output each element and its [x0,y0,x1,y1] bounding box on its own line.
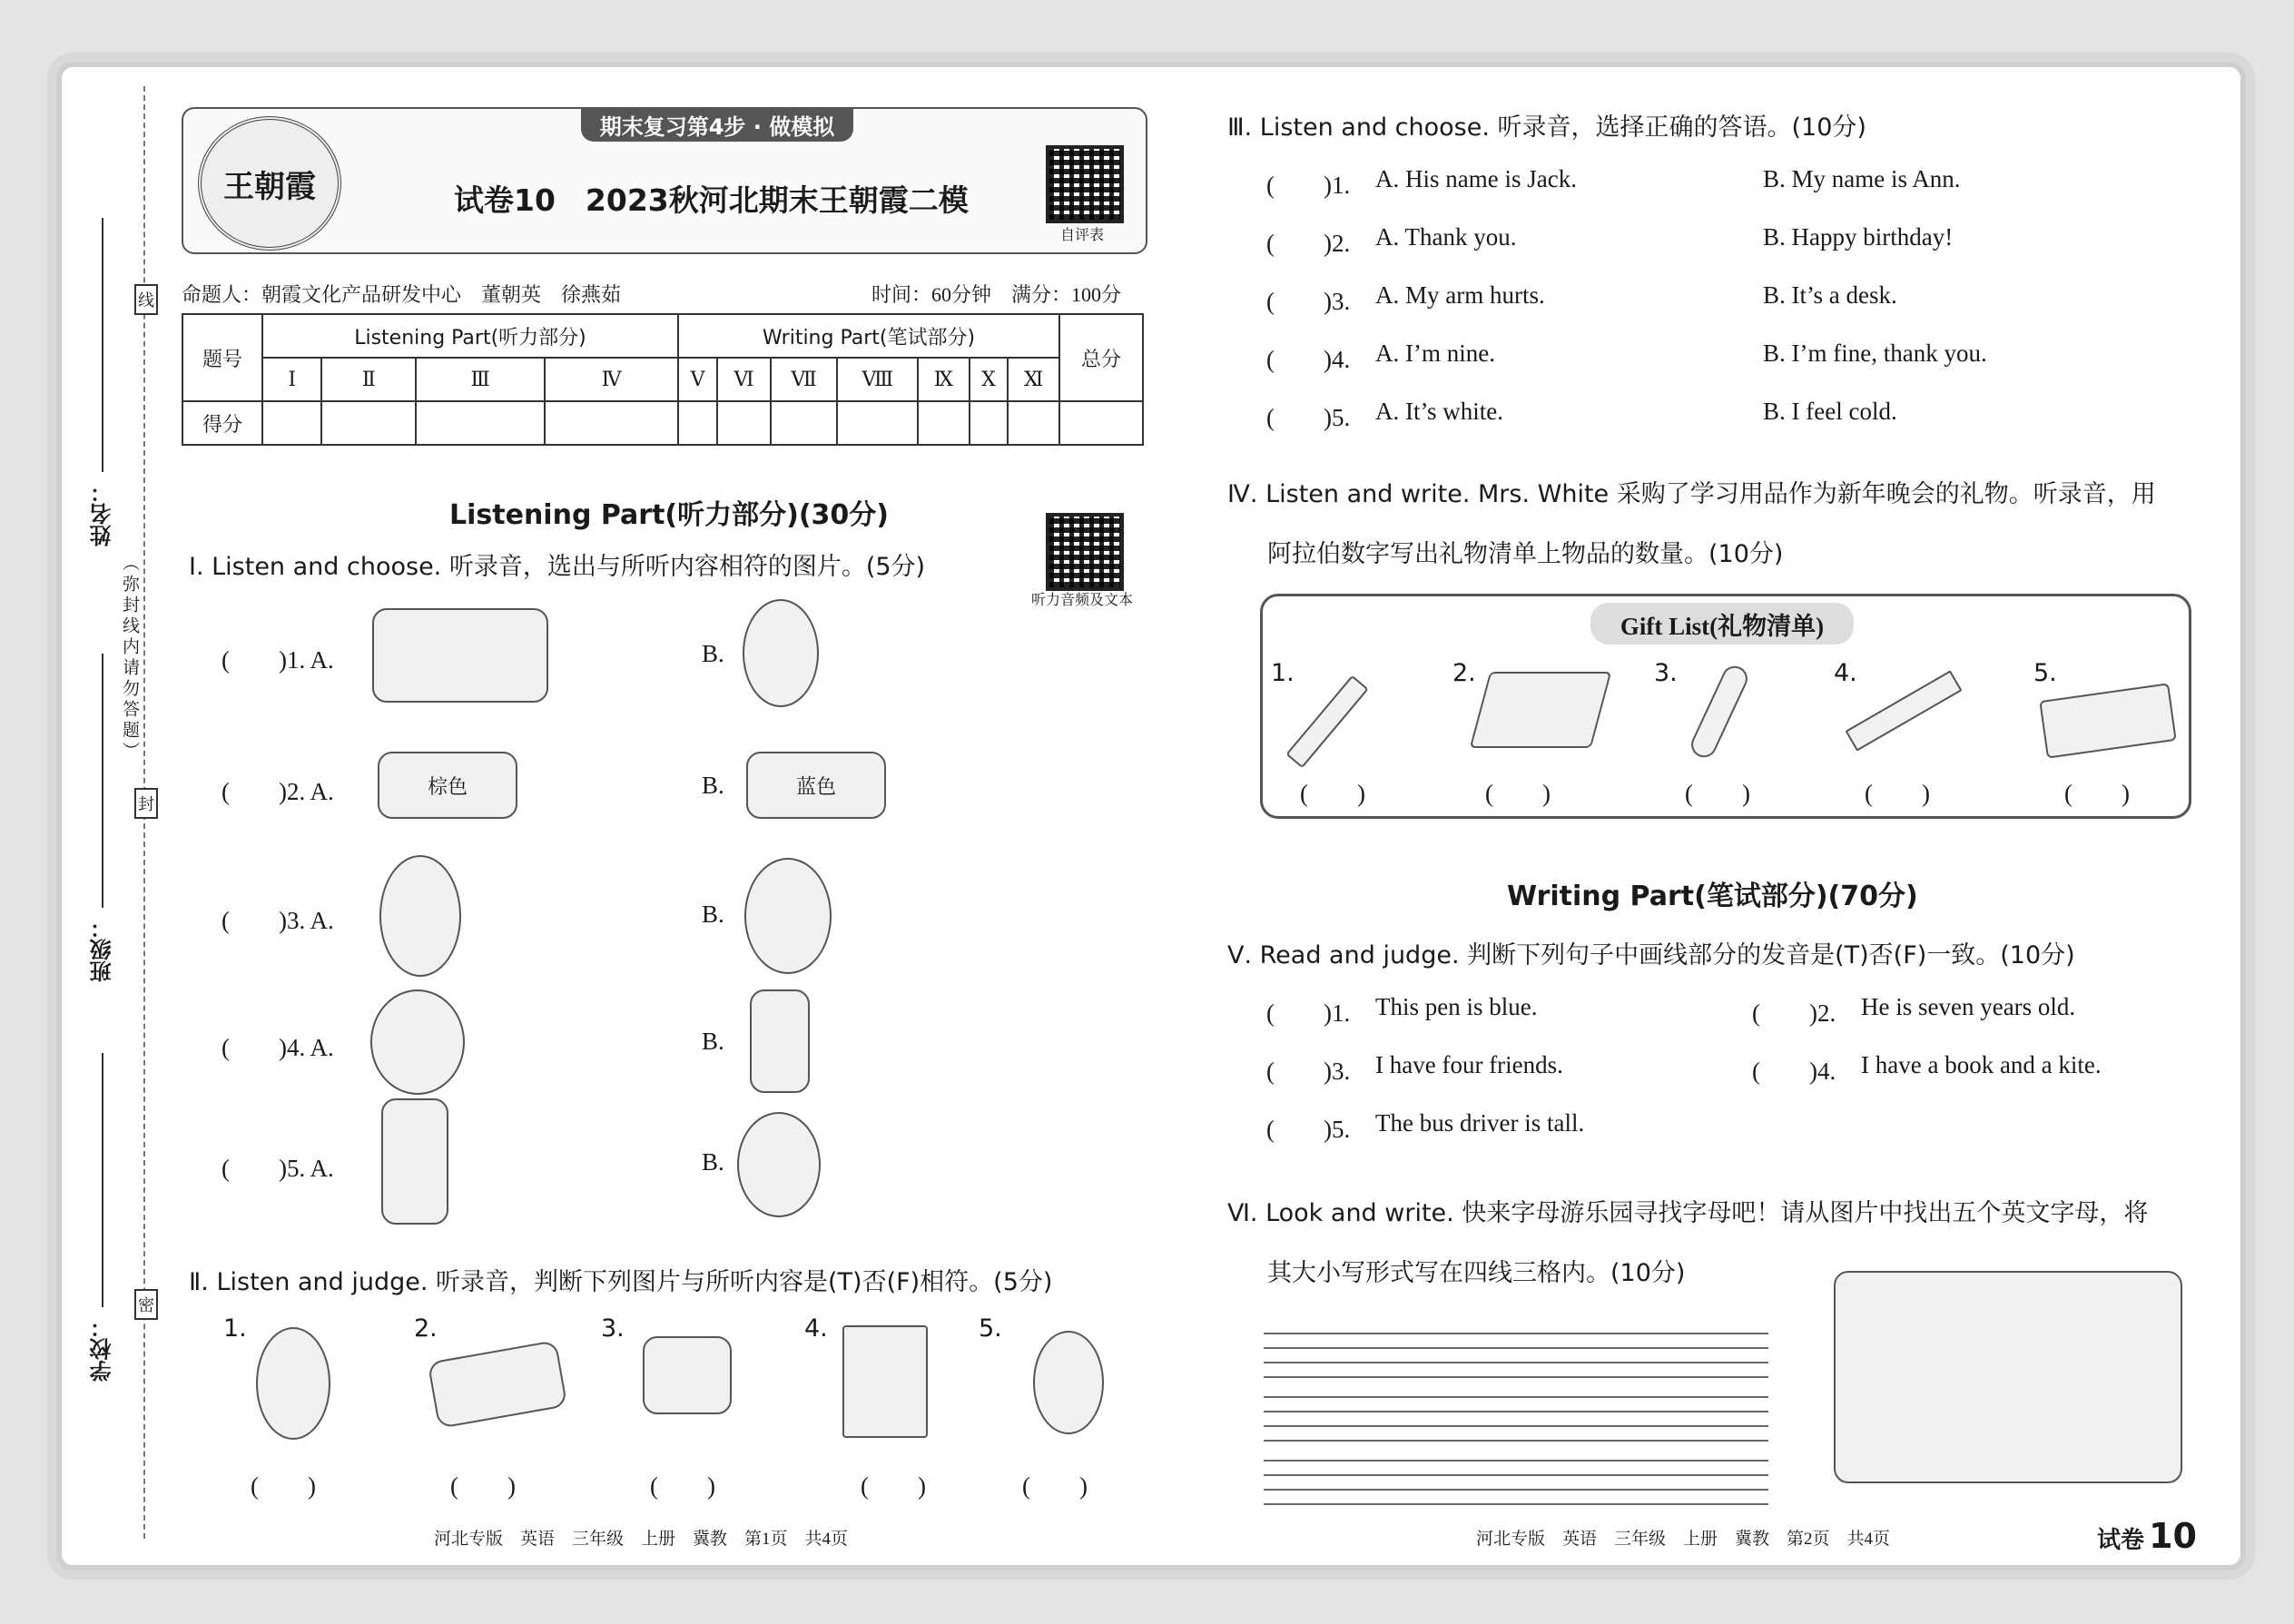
s2-item-3-number: 3. [601,1314,625,1343]
self-eval-qr-caption: 自评表 [1059,226,1104,243]
gift-item-3-paren[interactable]: ( ) [1685,780,1750,807]
s3-q3-option-a: A. My arm hurts. [1375,281,1545,309]
gift-item-3-number: 3. [1654,659,1678,687]
score-label: 得分 [182,401,262,445]
s1-q4-number[interactable]: ( )4. A. [222,1034,334,1061]
score-cell[interactable] [771,401,838,445]
s1-q5-option-b: B. [702,1148,724,1176]
score-table [182,313,1144,446]
score-table-writing: Writing Part(笔试部分) [678,314,1059,358]
s2-item-5-paren[interactable]: ( ) [1022,1472,1088,1500]
s2-item-4-paren[interactable]: ( ) [861,1472,926,1500]
score-cell[interactable] [545,401,678,445]
s2-item-4-number: 4. [804,1314,828,1343]
s3-q5-number[interactable]: ( )5. [1266,404,1351,431]
s2-item-2-paren[interactable]: ( ) [450,1472,516,1500]
door-picture [842,1325,928,1438]
time-line: 时间：60分钟 满分：100分 [871,283,1122,306]
gift-item-1-number: 1. [1271,659,1295,687]
numeral-2: Ⅱ [321,358,416,401]
footer-left: 河北专版 英语 三年级 上册 冀教 第1页 共4页 [434,1530,849,1549]
s2-item-5-number: 5. [979,1314,1002,1343]
numeral-5: Ⅴ [678,358,717,401]
gift-item-2-number: 2. [1452,659,1476,687]
listening-qr-caption: 听力音频及文本 [1030,591,1133,608]
score-cell[interactable] [262,401,321,445]
gift-item-4-number: 4. [1834,659,1857,687]
score-table-listening: Listening Part(听力部分) [262,314,678,358]
numeral-10: Ⅹ [970,358,1009,401]
score-cell[interactable] [321,401,416,445]
s5-q1-text: This pen is blue. [1375,993,1538,1020]
numeral-11: Ⅺ [1008,358,1059,401]
score-cell[interactable] [416,401,545,445]
ear-picture [1033,1331,1104,1434]
section-1-prompt: Ⅰ. Listen and choose. 听录音，选出与所听内容相符的图片。(5分) [189,553,926,581]
s5-q2-number[interactable]: ( )2. [1752,999,1836,1027]
crayons-picture [643,1336,732,1414]
exam-title: 试卷10 2023秋河北期末王朝霞二模 [454,182,969,218]
fan-girl-picture [372,608,548,703]
s3-q4-number[interactable]: ( )4. [1266,346,1351,373]
s5-q3-number[interactable]: ( )3. [1266,1058,1351,1085]
numeral-7: Ⅶ [771,358,838,401]
s5-q1-number[interactable]: ( )1. [1266,999,1351,1027]
score-cell[interactable] [837,401,918,445]
section-4-prompt-line-1: Ⅳ. Listen and write. Mrs. White 采购了学习用品作为新年晚会的礼物。听录音，用 [1227,480,2156,508]
numeral-1: Ⅰ [262,358,321,401]
gift-item-5-paren[interactable]: ( ) [2064,780,2130,807]
s3-q3-option-b: B. It’s a desk. [1763,281,1897,309]
gift-list-title: Gift List(礼物清单) [1590,603,1854,645]
s3-q1-option-a: A. His name is Jack. [1375,165,1577,192]
s3-q4-option-a: A. I’m nine. [1375,340,1495,367]
s2-item-2-number: 2. [414,1314,438,1343]
s3-q1-option-b: B. My name is Ann. [1763,165,1961,192]
paint-tube-brown: 棕色 [378,752,517,819]
grandpa-picture [381,1098,448,1225]
s1-q3-number[interactable]: ( )3. A. [222,907,334,934]
s1-q5-number[interactable]: ( )5. A. [222,1155,334,1182]
s2-item-1-number: 1. [223,1314,247,1343]
score-cell[interactable] [1008,401,1059,445]
footer-right: 河北专版 英语 三年级 上册 冀教 第2页 共4页 [1476,1530,1891,1549]
s5-q4-text: I have a book and a kite. [1861,1051,2102,1078]
s3-q4-option-b: B. I’m fine, thank you. [1763,340,1987,367]
header-banner: 期末复习第4步 · 做模拟 [581,107,853,142]
numeral-6: Ⅵ [717,358,770,401]
section-4-prompt-line-2: 阿拉伯数字写出礼物清单上物品的数量。(10分) [1267,540,1784,568]
score-cell[interactable] [918,401,969,445]
exam-badge-number: 10 [2149,1516,2197,1556]
s3-q2-option-a: A. Thank you. [1375,223,1517,251]
section-5-prompt: Ⅴ. Read and judge. 判断下列句子中画线部分的发音是(T)否(F)一致。(10分) [1227,941,2075,969]
self-eval-qr-code[interactable] [1046,145,1124,223]
gift-item-4-paren[interactable]: ( ) [1865,780,1930,807]
s1-q3-option-b: B. [702,901,724,928]
gift-item-5-number: 5. [2033,659,2057,687]
s3-q2-option-b: B. Happy birthday! [1763,223,1954,251]
name-underline[interactable] [102,218,103,472]
s1-q4-option-b: B. [702,1028,724,1055]
exam-badge [2097,1516,2197,1556]
exam-badge-label: 试卷 [2097,1527,2145,1554]
class-underline[interactable] [102,654,103,908]
s3-q5-option-b: B. I feel cold. [1763,398,1897,425]
section-6-prompt-line-1: Ⅵ. Look and write. 快来字母游乐园寻找字母吧！请从图片中找出五个英文字母，将 [1227,1199,2149,1227]
s1-q2-option-b: B. [702,772,724,799]
letter-amusement-park-picture [1834,1271,2182,1483]
gift-item-2-paren[interactable]: ( ) [1485,780,1551,807]
numeral-8: Ⅷ [837,358,918,401]
s2-item-1-paren[interactable]: ( ) [251,1472,316,1500]
score-cell[interactable] [970,401,1009,445]
s3-q3-number[interactable]: ( )3. [1266,288,1351,315]
paint-tube-blue: 蓝色 [746,752,886,819]
listening-heading: Listening Part(听力部分)(30分) [449,499,890,531]
score-table-row-label: 题号 [182,314,262,401]
class-label: 班级： [90,917,115,982]
boy-waving-picture [744,858,832,974]
score-cell[interactable] [717,401,770,445]
baby-picture [737,1112,821,1217]
score-cell[interactable] [678,401,717,445]
book-picture [1470,672,1612,748]
numeral-4: Ⅳ [545,358,678,401]
score-table-total: 总分 [1059,314,1143,401]
s5-q3-text: I have four friends. [1375,1051,1563,1078]
binding-note: （弥封线内请勿答题） [120,554,140,763]
section-2-prompt: Ⅱ. Listen and judge. 听录音，判断下列图片与所听内容是(T)否(F)相符。(5分) [189,1268,1053,1296]
binding-mark-3: 密 [134,1289,158,1320]
boy-drinking-picture [743,599,819,707]
s5-q4-number[interactable]: ( )4. [1752,1058,1836,1085]
section-6-prompt-line-2: 其大小写形式写在四线三格内。(10分) [1267,1259,1686,1287]
girl-waving-picture [379,855,461,977]
s1-q2-number[interactable]: ( )2. A. [222,778,334,805]
gift-item-1-paren[interactable]: ( ) [1300,780,1365,807]
binding-mark-1: 线 [134,284,158,315]
s3-q2-number[interactable]: ( )2. [1266,230,1351,257]
s3-q1-number[interactable]: ( )1. [1266,172,1351,199]
numeral-9: Ⅸ [918,358,969,401]
publisher-logo [198,116,341,251]
score-cell[interactable] [1059,401,1143,445]
woman-picture [256,1327,330,1440]
numeral-3: Ⅲ [416,358,545,401]
section-3-prompt: Ⅲ. Listen and choose. 听录音，选择正确的答语。(10分) [1227,113,1866,142]
logo-text: 王朝霞 [223,170,316,204]
s2-item-3-paren[interactable]: ( ) [650,1472,715,1500]
s5-q2-text: He is seven years old. [1861,993,2076,1020]
s1-q1-option-b: B. [702,640,724,667]
s3-q5-option-a: A. It’s white. [1375,398,1503,425]
s5-q5-number[interactable]: ( )5. [1266,1116,1351,1143]
finger-picture [750,989,810,1093]
name-label: 姓名： [90,481,115,546]
school-label: 学校： [90,1316,115,1382]
writing-heading: Writing Part(笔试部分)(70分) [1507,881,1918,912]
girl-face-picture [370,989,465,1095]
author-line: 命题人：朝霞文化产品研发中心 董朝英 徐燕茹 [182,283,622,306]
binding-mark-2: 封 [134,788,158,819]
listening-qr-code[interactable] [1046,513,1124,591]
school-underline[interactable] [102,1053,103,1307]
s5-q5-text: The bus driver is tall. [1375,1109,1585,1137]
s1-q1-number[interactable]: ( )1. A. [222,646,334,674]
